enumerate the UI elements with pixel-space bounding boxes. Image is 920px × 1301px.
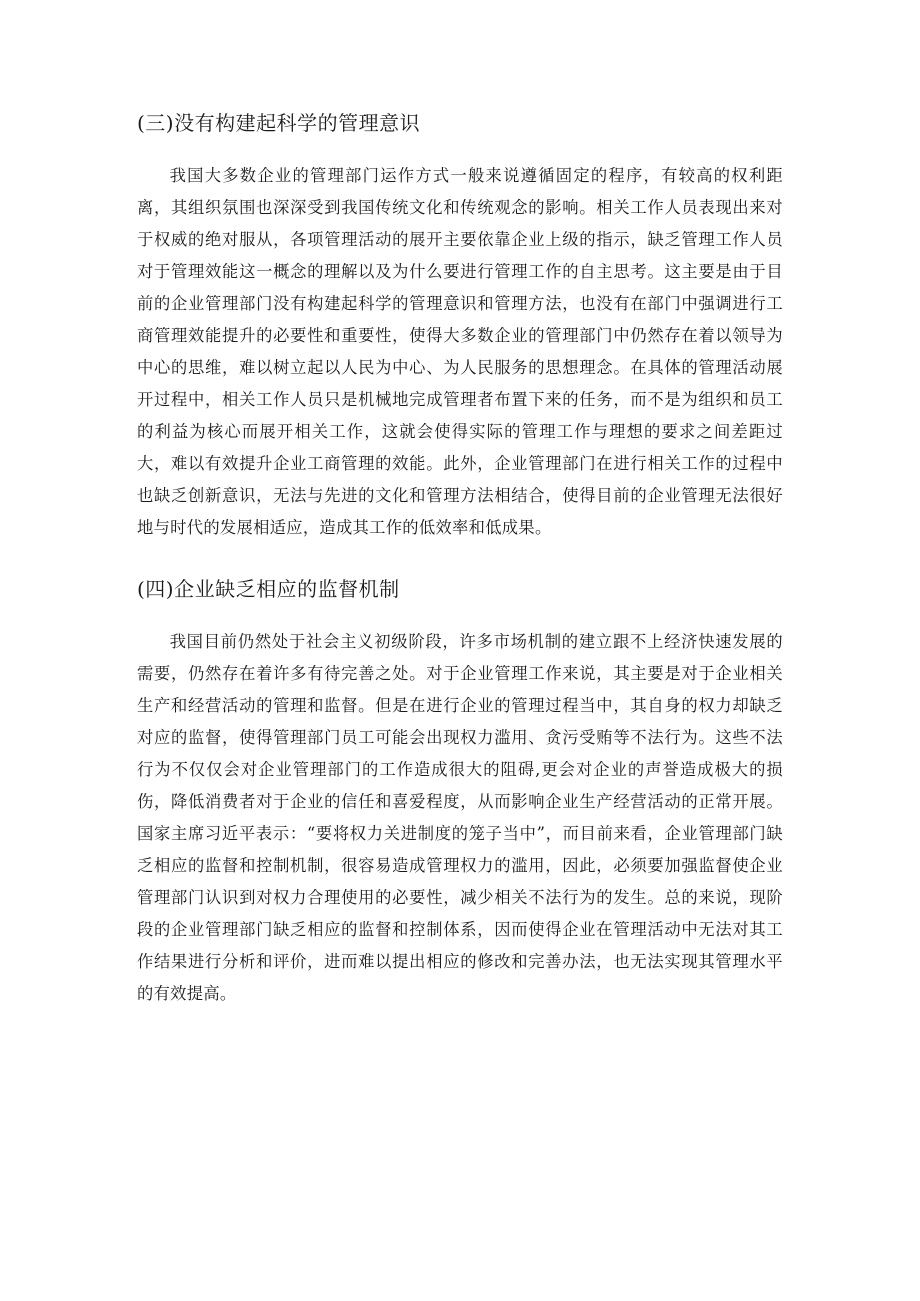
section-paragraph-4: 我国目前仍然处于社会主义初级阶段，许多市场机制的建立跟不上经济快速发展的需要，仍然存在着许多有待完善之处。对于企业管理工作来说，其主要是对于企业相关生产和经营活动的管理和监督。但是在进行企业的管理过程当中，其自身的权力却缺乏对应的监督，使得管理部门员工可能会出现权力滥用、贪污受贿等不法行为。这些不法行为不仅仅会对企业管理部门的工作造成很大的阻碍,更会对企业的声誉造成极大的损伤，降低消费者对于企业的信任和喜爱程度，从而影响企业生产经营活动的正常开展。国家主席习近平表示：“要将权力关进制度的笼子当中”，而目前来看，企业管理部门缺乏相应的监督和控制机制，很容易造成管理权力的滥用，因此，必须要加强监督使企业管理部门认识到对权力合理使用的必要性，减少相关不法行为的发生。总的来说，现阶段的企业管理部门缺乏相应的监督和控制体系，因而使得企业在管理活动中无法对其工作结果进行分析和评价，进而难以提出相应的修改和完善办法，也无法实现其管理水平的有效提高。	[137, 632, 783, 1003]
section-heading-3: (三)没有构建起科学的管理意识	[137, 111, 421, 135]
section-heading-4: (四)企业缺乏相应的监督机制	[137, 577, 400, 601]
section-paragraph-3: 我国大多数企业的管理部门运作方式一般来说遵循固定的程序，有较高的权利距离，其组织氛围也深深受到我国传统文化和传统观念的影响。相关工作人员表现出来对于权威的绝对服从，各项管理活动的展开主要依靠企业上级的指示，缺乏管理工作人员对于管理效能这一概念的理解以及为什么要进行管理工作的自主思考。这主要是由于目前的企业管理部门没有构建起科学的管理意识和管理方法，也没有在部门中强调进行工商管理效能提升的必要性和重要性，使得大多数企业的管理部门中仍然存在着以领导为中心的思维，难以树立起以人民为中心、为人民服务的思想理念。在具体的管理活动展开过程中，相关工作人员只是机械地完成管理者布置下来的任务，而不是为组织和员工的利益为核心而展开相关工作，这就会使得实际的管理工作与理想的要求之间差距过大，难以有效提升企业工商管理的效能。此外，企业管理部门在进行相关工作的过程中也缺乏创新意识，无法与先进的文化和管理方法相结合，使得目前的企业管理无法很好地与时代的发展相适应，造成其工作的低效率和低成果。	[137, 166, 783, 537]
document-page	[137, 108, 783, 1010]
